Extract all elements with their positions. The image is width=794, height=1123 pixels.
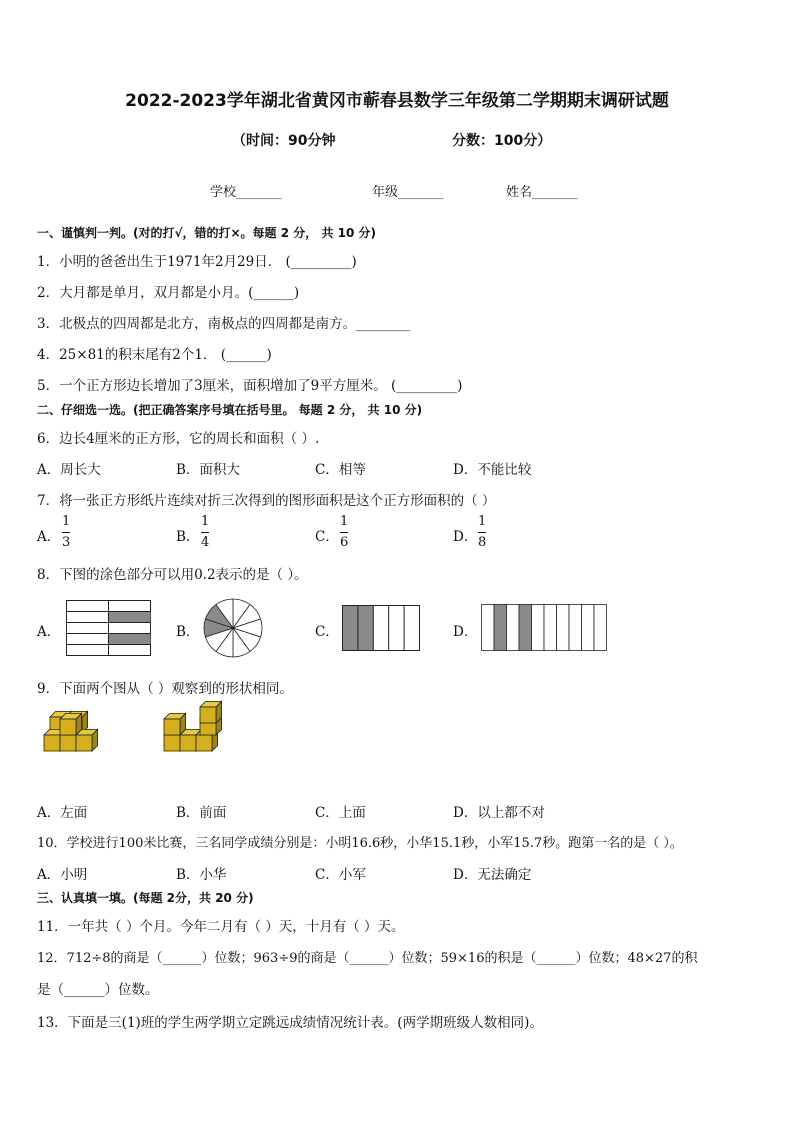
strip-cell xyxy=(494,605,507,651)
question-3: 3．北极点的四周都是北方，南极点的四周都是南方。________ xyxy=(37,316,411,332)
strip-cell xyxy=(582,605,595,651)
grade-field: 年级_______ xyxy=(372,185,444,200)
q7-option-b-label: B． xyxy=(176,529,200,545)
q10-option-b: B．小华 xyxy=(176,867,227,883)
strip-cell xyxy=(482,605,495,651)
exam-score: 分数：100分） xyxy=(452,133,552,149)
q6-option-c: C．相等 xyxy=(315,462,366,478)
q9-cube-figure-1 xyxy=(40,705,102,755)
name-field: 姓名_______ xyxy=(506,185,578,200)
q8-option-a-grid-figure xyxy=(66,600,152,656)
q7-option-d-fraction: 1 8 xyxy=(478,514,487,550)
cube xyxy=(60,713,82,735)
q7-option-c-fraction: 1 6 xyxy=(340,514,349,550)
q7-option-b-fraction: 1 4 xyxy=(201,514,210,550)
q6-option-a: A．周长大 xyxy=(37,462,101,478)
question-1: 1．小明的爸爸出生于1971年2月29日． (_________) xyxy=(37,254,357,270)
exam-time: （时间：90分钟 xyxy=(232,133,336,149)
q9-option-d: D．以上都不对 xyxy=(453,805,545,821)
section-1-heading: 一、谨慎判一判。(对的打√，错的打×。每题 2 分， 共 10 分) xyxy=(37,226,376,240)
question-5: 5．一个正方形边长增加了3厘米，面积增加了9平方厘米。 (_________) xyxy=(37,378,463,394)
q10-option-a: A．小明 xyxy=(37,867,88,883)
q7-option-a-label: A． xyxy=(37,529,61,545)
cube xyxy=(200,701,222,723)
question-9: 9．下面两个图从（ ）观察到的形状相同。 xyxy=(37,681,293,697)
cube xyxy=(164,713,186,735)
q8-option-b-circle-figure xyxy=(203,598,263,658)
q7-option-a-fraction: 1 3 xyxy=(62,514,71,550)
question-10: 10．学校进行100米比赛，三名同学成绩分别是：小明16.6秒，小华15.1秒，小军15.7秒。跑第一名的是（ ）。 xyxy=(37,836,683,851)
question-7: 7．将一张正方形纸片连续对折三次得到的图形面积是这个正方形面积的（ ） xyxy=(37,493,496,509)
strip-cell xyxy=(594,605,607,651)
strip-cell xyxy=(569,605,582,651)
strip-cell xyxy=(557,605,570,651)
question-12-line-1: 12．712÷8的商是（______）位数；963÷9的商是（______）位数；59×16的积是（______）位数；48×27的积 xyxy=(37,951,698,966)
q7-option-c-label: C． xyxy=(315,529,339,545)
strip-cell xyxy=(544,605,557,651)
school-field: 学校_______ xyxy=(210,185,282,200)
question-2: 2．大月都是单月，双月都是小月。(______) xyxy=(37,285,300,301)
question-11: 11．一年共（ ）个月。今年二月有（ ）天，十月有（ ）天。 xyxy=(37,919,405,935)
question-6: 6．边长4厘米的正方形，它的周长和面积（ ）. xyxy=(37,431,320,447)
q8-option-d-label: D． xyxy=(453,624,478,640)
q8-option-d-strip-figure xyxy=(481,604,607,652)
section-3-heading: 三、认真填一填。(每题 2分，共 20 分) xyxy=(37,891,254,905)
question-8: 8．下图的涂色部分可以用0.2表示的是（ ）。 xyxy=(37,567,308,583)
q6-option-b: B．面积大 xyxy=(176,462,240,478)
q8-option-b-label: B． xyxy=(176,624,200,640)
strip-cell xyxy=(519,605,532,651)
section-2-heading: 二、仔细选一选。(把正确答案序号填在括号里。 每题 2 分， 共 10 分) xyxy=(37,403,423,417)
question-13: 13．下面是三(1)班的学生两学期立定跳远成绩情况统计表。(两学期班级人数相同)。 xyxy=(37,1015,543,1031)
q10-option-c: C．小军 xyxy=(315,867,366,883)
q9-option-a: A．左面 xyxy=(37,805,88,821)
q8-option-a-label: A． xyxy=(37,624,61,640)
q6-option-d: D．不能比较 xyxy=(453,462,532,478)
q8-option-c-strip-figure xyxy=(342,605,420,651)
strip-cell xyxy=(532,605,545,651)
q10-option-d: D．无法确定 xyxy=(453,867,532,883)
strip-cell xyxy=(507,605,520,651)
q9-cube-figure-2 xyxy=(160,705,226,755)
q9-option-c: C．上面 xyxy=(315,805,366,821)
question-4: 4．25×81的积末尾有2个1． (______) xyxy=(37,347,272,363)
q7-option-d-label: D． xyxy=(453,529,478,545)
page-title: 2022-2023学年湖北省黄冈市蕲春县数学三年级第二学期期末调研试题 xyxy=(125,91,669,111)
q9-option-b: B．前面 xyxy=(176,805,227,821)
question-12-line-2: 是（______）位数。 xyxy=(37,982,159,998)
q8-option-c-label: C． xyxy=(315,624,339,640)
cube xyxy=(76,729,98,751)
